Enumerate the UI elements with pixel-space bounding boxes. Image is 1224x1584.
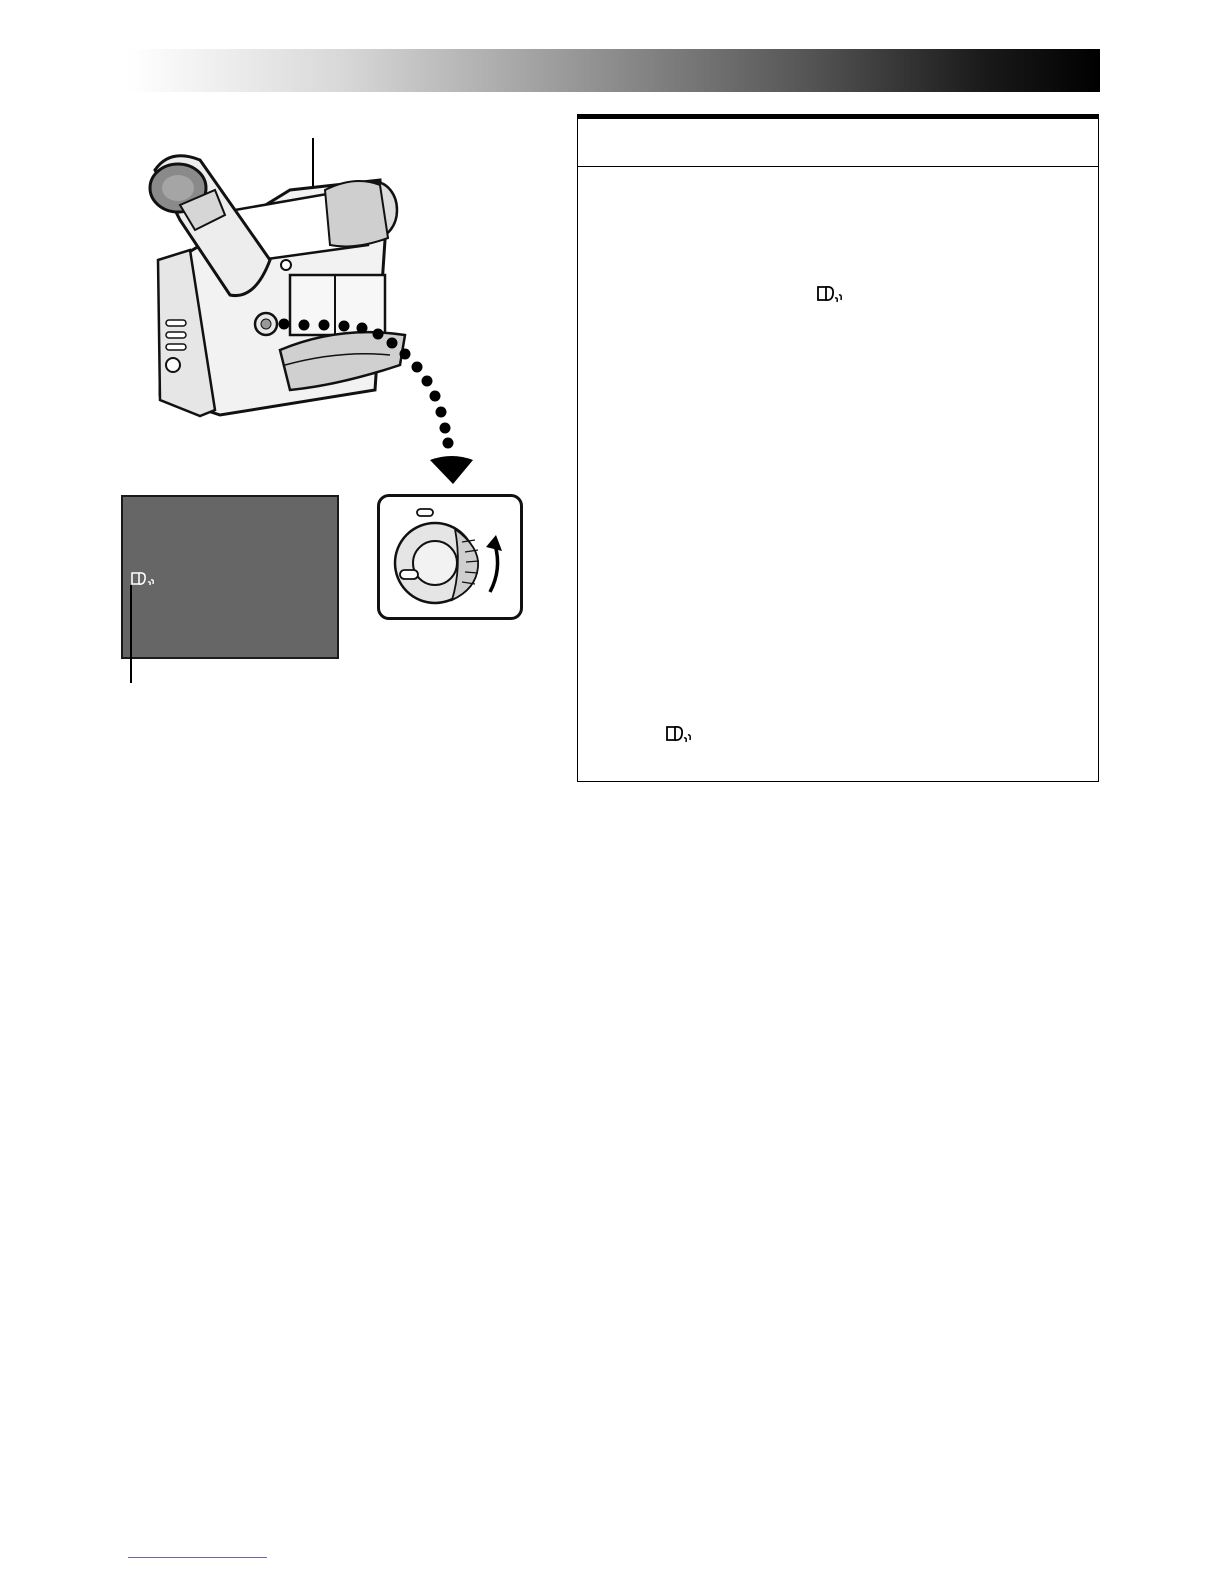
night-scope-icon: [665, 724, 693, 744]
info-panel-title-row: [578, 119, 1098, 167]
info-panel: [577, 114, 1099, 782]
mode-dial-icon: [380, 497, 520, 617]
viewfinder-screen: [121, 495, 339, 659]
night-scope-icon: [816, 284, 844, 304]
footer-link[interactable]: [128, 1557, 267, 1558]
night-scope-icon: [130, 570, 156, 588]
callout-line-bottom: [130, 585, 132, 683]
mode-dial-closeup: [377, 494, 523, 620]
rotate-arrow-icon: [490, 545, 498, 592]
dotted-arrow-icon: [250, 300, 480, 490]
header-gradient-bar: [128, 49, 1100, 92]
